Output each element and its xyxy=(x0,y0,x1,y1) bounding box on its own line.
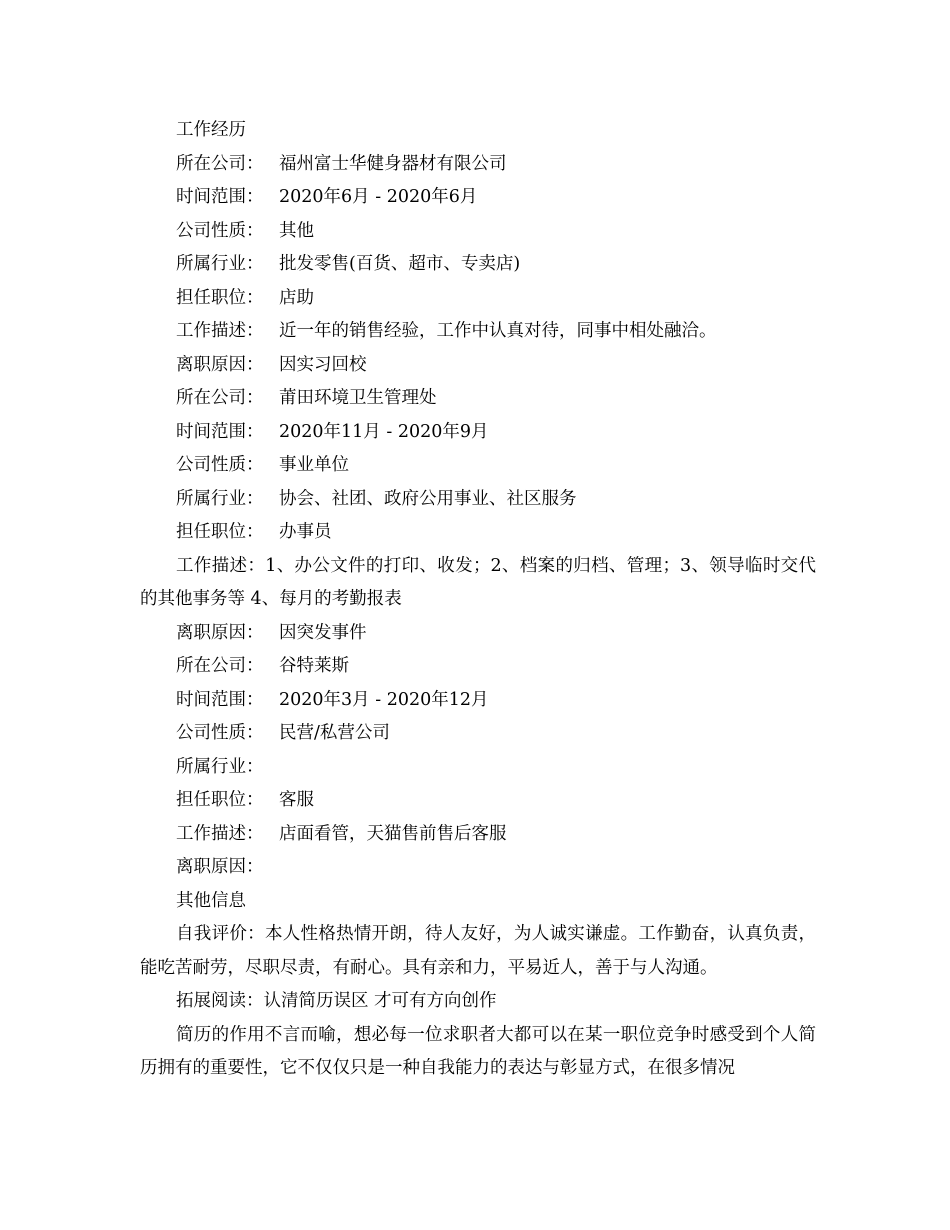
field-label: 所属行业： xyxy=(176,756,264,777)
field-value: 民营/私营公司 xyxy=(279,723,390,743)
self-evaluation-text: 本人性格热情开朗，待人友好，为人诚实谦虚。工作勤奋，认真负责，能吃苦耐劳，尽职尽责，有耐心。具有亲和力，平易近人，善于与人沟通。 xyxy=(140,924,817,978)
job-description-row xyxy=(140,315,816,349)
job-nature-row xyxy=(140,215,816,249)
field-label: 工作描述： xyxy=(176,321,264,341)
job-leave-reason-row xyxy=(140,617,816,651)
field-value: 因实习回校 xyxy=(279,354,367,375)
job-leave-reason-row xyxy=(140,349,816,383)
job-position-row xyxy=(140,282,816,316)
field-label: 时间范围： xyxy=(176,689,264,710)
job-nature-row xyxy=(140,717,816,751)
field-value: 1、办公文件的打印、收发；2、档案的归档、管理；3、领导临时交代的其他事务等 4、每月的考勤报表 xyxy=(140,555,817,609)
field-value: 2020年6月 - 2020年6月 xyxy=(279,187,478,207)
job-entry xyxy=(140,148,816,383)
field-label: 所在公司： xyxy=(176,656,264,676)
job-position-row xyxy=(140,784,816,818)
job-entry xyxy=(140,650,816,885)
field-label: 时间范围： xyxy=(176,421,264,442)
job-company-row xyxy=(140,650,816,684)
field-label: 公司性质： xyxy=(176,455,264,475)
field-label: 所在公司： xyxy=(176,388,264,408)
field-label: 离职原因： xyxy=(176,622,264,643)
field-value: 谷特莱斯 xyxy=(279,656,349,676)
field-label: 所属行业： xyxy=(176,488,264,509)
job-period-row xyxy=(140,181,816,215)
field-value: 福州富士华健身器材有限公司 xyxy=(279,153,507,174)
field-value: 2020年3月 - 2020年12月 xyxy=(279,689,489,710)
field-label: 担任职位： xyxy=(176,287,264,308)
extended-reading-paragraph: 简历的作用不言而喻，想必每一位求职者大都可以在某一职位竞争时感受到个人简历拥有的重要性，它不仅仅只是一种自我能力的表达与彰显方式，在很多情况 xyxy=(140,1024,816,1078)
field-label: 离职原因： xyxy=(176,354,264,375)
job-entry xyxy=(140,382,816,650)
field-value: 事业单位 xyxy=(279,455,349,475)
job-industry-row xyxy=(140,751,816,785)
job-nature-row xyxy=(140,449,816,483)
field-value: 协会、社团、政府公用事业、社区服务 xyxy=(279,488,577,509)
field-label: 担任职位： xyxy=(176,522,264,542)
field-label: 公司性质： xyxy=(176,723,264,743)
job-description-row xyxy=(140,550,816,617)
field-value: 因突发事件 xyxy=(279,622,367,643)
self-evaluation-label: 自我评价： xyxy=(176,924,265,944)
self-evaluation xyxy=(140,918,816,985)
field-value: 店面看管，天猫售前售后客服 xyxy=(279,823,507,844)
job-period-row xyxy=(140,416,816,450)
job-description-row xyxy=(140,818,816,852)
field-value: 莆田环境卫生管理处 xyxy=(279,388,437,408)
field-label: 公司性质： xyxy=(176,220,264,241)
job-industry-row xyxy=(140,248,816,282)
job-leave-reason-row xyxy=(140,851,816,885)
job-period-row xyxy=(140,684,816,718)
job-position-row xyxy=(140,516,816,550)
section-title-other-info: 其他信息 xyxy=(176,890,246,911)
field-value: 近一年的销售经验，工作中认真对待，同事中相处融洽。 xyxy=(279,321,717,341)
resume-content xyxy=(140,114,816,1086)
field-value: 2020年11月 - 2020年9月 xyxy=(279,421,489,442)
field-label: 所在公司： xyxy=(176,153,264,174)
job-industry-row xyxy=(140,483,816,517)
field-value: 店助 xyxy=(279,287,314,308)
field-label: 离职原因： xyxy=(176,857,264,877)
field-label: 所属行业： xyxy=(176,254,264,274)
field-value: 其他 xyxy=(279,220,314,241)
extended-reading-heading: 拓展阅读：认清简历误区 才可有方向创作 xyxy=(176,991,497,1011)
field-label: 工作描述： xyxy=(176,823,264,844)
field-label: 时间范围： xyxy=(176,187,264,207)
field-value: 办事员 xyxy=(279,522,332,542)
job-company-row xyxy=(140,382,816,416)
field-value: 客服 xyxy=(279,790,314,810)
field-value: 批发零售(百货、超市、专卖店) xyxy=(279,254,521,274)
field-label: 担任职位： xyxy=(176,790,264,810)
job-company-row xyxy=(140,148,816,182)
section-title-work-experience: 工作经历 xyxy=(176,120,246,140)
field-label: 工作描述： xyxy=(176,555,266,576)
